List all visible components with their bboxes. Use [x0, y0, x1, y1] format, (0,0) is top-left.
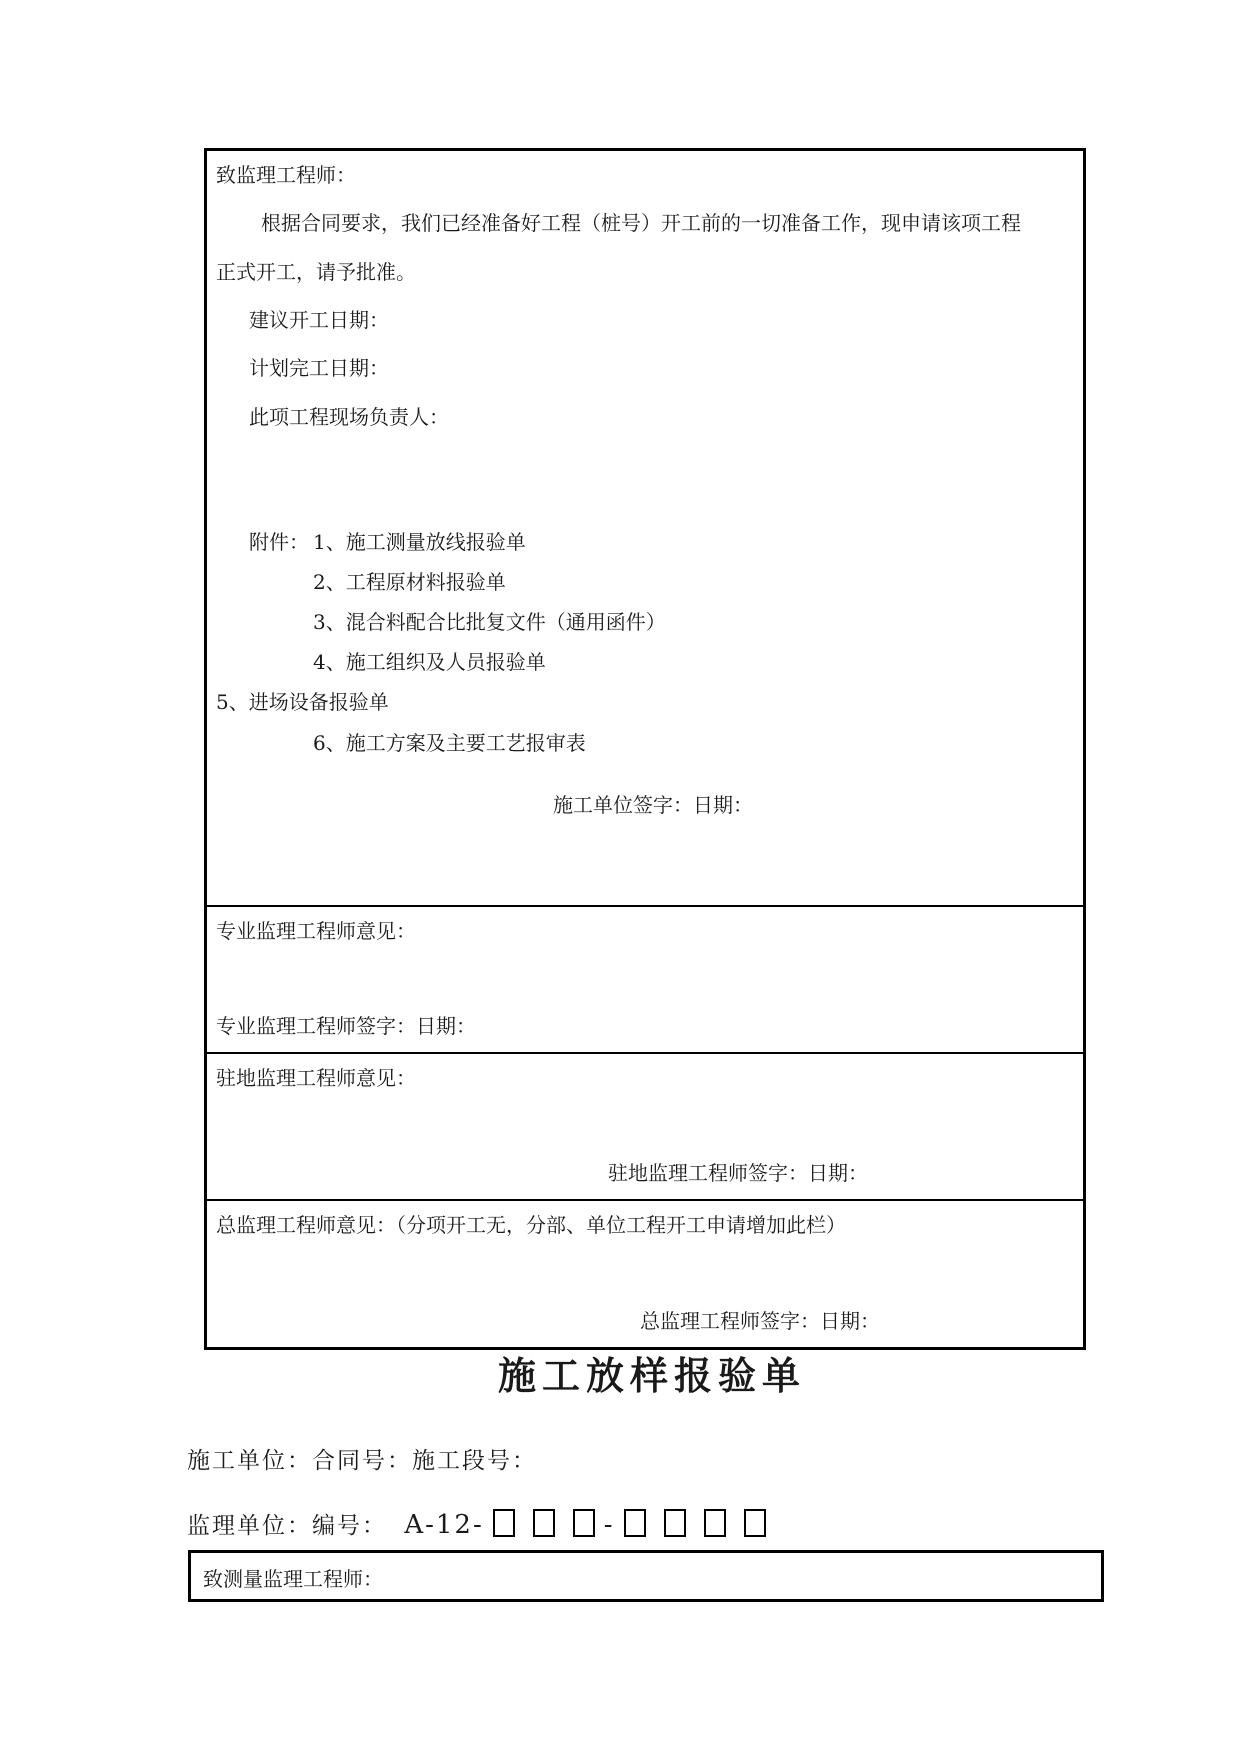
start-date-label: 建议开工日期： — [249, 308, 389, 332]
chief-signature-line: 总监理工程师签字：日期： — [640, 1309, 880, 1333]
code-digit-box[interactable] — [533, 1509, 555, 1537]
attachment-item: 4、施工组织及人员报验单 — [313, 650, 546, 674]
resident-opinion-label: 驻地监理工程师意见： — [216, 1066, 416, 1090]
specialist-signature-line: 专业监理工程师签字：日期： — [216, 1014, 476, 1038]
specialist-opinion-label: 专业监理工程师意见： — [216, 919, 416, 943]
code-digit-box[interactable] — [573, 1509, 595, 1537]
request-paragraph-line2: 正式开工，请予批准。 — [216, 260, 416, 284]
attachments-label: 附件： — [249, 530, 309, 554]
section-divider — [207, 905, 1083, 907]
survey-engineer-box — [188, 1550, 1104, 1602]
code-digit-box[interactable] — [624, 1509, 646, 1537]
finish-date-label: 计划完工日期： — [249, 356, 389, 380]
attachment-item: 2、工程原材料报验单 — [313, 570, 506, 594]
section-divider — [207, 1052, 1083, 1054]
attachment-item: 5、进场设备报验单 — [216, 690, 389, 714]
contractor-signature-line: 施工单位签字：日期： — [553, 793, 753, 817]
code-digit-box[interactable] — [704, 1509, 726, 1537]
greeting: 致监理工程师： — [216, 163, 356, 187]
request-paragraph-line1: 根据合同要求，我们已经准备好工程（桩号）开工前的一切准备工作，现申请该项工程 — [261, 211, 1021, 235]
supervision-label: 监理单位：编号： — [187, 1513, 387, 1539]
code-digit-box[interactable] — [744, 1509, 766, 1537]
section-divider — [207, 1199, 1083, 1201]
page-title: 施工放样报验单 — [498, 1353, 807, 1398]
attachment-item: 1、施工测量放线报验单 — [313, 530, 526, 554]
site-manager-label: 此项工程现场负责人： — [249, 405, 449, 429]
attachment-item: 3、混合料配合比批复文件（通用函件） — [313, 610, 666, 634]
resident-signature-line: 驻地监理工程师签字：日期： — [608, 1161, 868, 1185]
survey-engineer-greeting: 致测量监理工程师： — [203, 1567, 383, 1591]
code-digit-box[interactable] — [493, 1509, 515, 1537]
code-prefix: A-12- — [404, 1510, 484, 1540]
code-dash: - — [603, 1510, 615, 1540]
contract-header-line: 施工单位：合同号：施工段号： — [187, 1448, 537, 1474]
code-digit-box[interactable] — [664, 1509, 686, 1537]
attachment-item: 6、施工方案及主要工艺报审表 — [313, 731, 586, 755]
chief-opinion-label: 总监理工程师意见：（分项开工无，分部、单位工程开工申请增加此栏） — [216, 1213, 846, 1237]
supervision-code-line — [187, 1507, 775, 1540]
